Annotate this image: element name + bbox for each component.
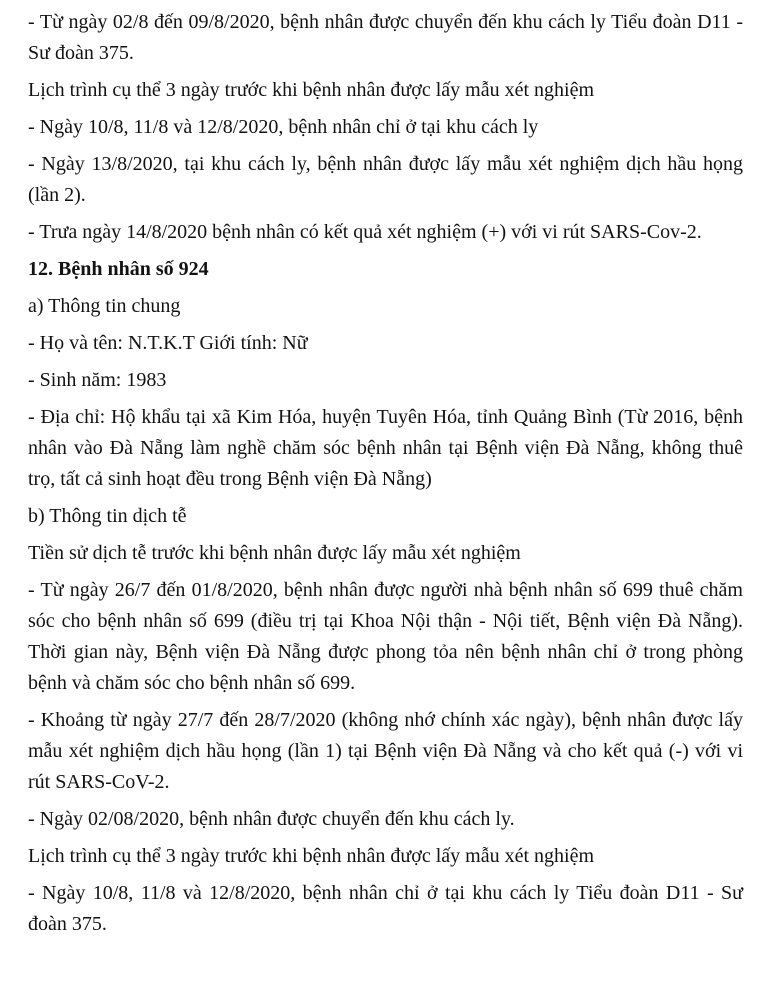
paragraph: - Ngày 02/08/2020, bệnh nhân được chuyển đến khu cách ly.	[28, 808, 515, 830]
paragraph: - Ngày 10/8, 11/8 và 12/8/2020, bệnh nhân chỉ ở tại khu cách ly Tiểu đoàn D11 - Sư đoàn 375.	[28, 882, 743, 935]
paragraph: - Họ và tên: N.T.K.T Giới tính: Nữ	[28, 332, 308, 354]
paragraph: b) Thông tin dịch tễ	[28, 505, 187, 527]
paragraph: - Ngày 13/8/2020, tại khu cách ly, bệnh nhân được lấy mẫu xét nghiệm dịch hầu họng (lần 2).	[28, 153, 743, 206]
paragraph: Tiền sử dịch tễ trước khi bệnh nhân được lấy mẫu xét nghiệm	[28, 542, 521, 564]
paragraph: - Từ ngày 02/8 đến 09/8/2020, bệnh nhân được chuyển đến khu cách ly Tiểu đoàn D11 - Sư đoàn 375.	[28, 11, 743, 64]
paragraph: - Địa chỉ: Hộ khẩu tại xã Kim Hóa, huyện Tuyên Hóa, tỉnh Quảng Bình (Từ 2016, bệnh nhân vào Đà Nẵng làm nghề chăm sóc bệnh nhân tại Bệnh viện Đà Nẵng, không thuê trọ, tất cả sinh hoạt đều trong Bệnh viện Đà Nẵng)	[28, 406, 743, 490]
paragraph: - Sinh năm: 1983	[28, 369, 167, 391]
paragraph: Lịch trình cụ thể 3 ngày trước khi bệnh nhân được lấy mẫu xét nghiệm	[28, 79, 595, 101]
paragraph: Lịch trình cụ thể 3 ngày trước khi bệnh nhân được lấy mẫu xét nghiệm	[28, 845, 595, 867]
paragraph: - Khoảng từ ngày 27/7 đến 28/7/2020 (không nhớ chính xác ngày), bệnh nhân được lấy mẫu xét nghiệm dịch hầu họng (lần 1) tại Bệnh viện Đà Nẵng và cho kết quả (-) với vi rút SARS-CoV-2.	[28, 709, 743, 793]
section-heading-patient-924: 12. Bệnh nhân số 924	[28, 258, 209, 280]
paragraph: - Ngày 10/8, 11/8 và 12/8/2020, bệnh nhân chỉ ở tại khu cách ly	[28, 116, 539, 138]
paragraph: - Trưa ngày 14/8/2020 bệnh nhân có kết quả xét nghiệm (+) với vi rút SARS-Cov-2.	[28, 221, 702, 243]
paragraph: a) Thông tin chung	[28, 295, 181, 317]
paragraph: - Từ ngày 26/7 đến 01/8/2020, bệnh nhân được người nhà bệnh nhân số 699 thuê chăm sóc cho bệnh nhân số 699 (điều trị tại Khoa Nội thận - Nội tiết, Bệnh viện Đà Nẵng). Thời gian này, Bệnh viện Đà Nẵng được phong tỏa nên bệnh nhân chỉ ở trong phòng bệnh và chăm sóc cho bệnh nhân số 699.	[28, 579, 743, 694]
